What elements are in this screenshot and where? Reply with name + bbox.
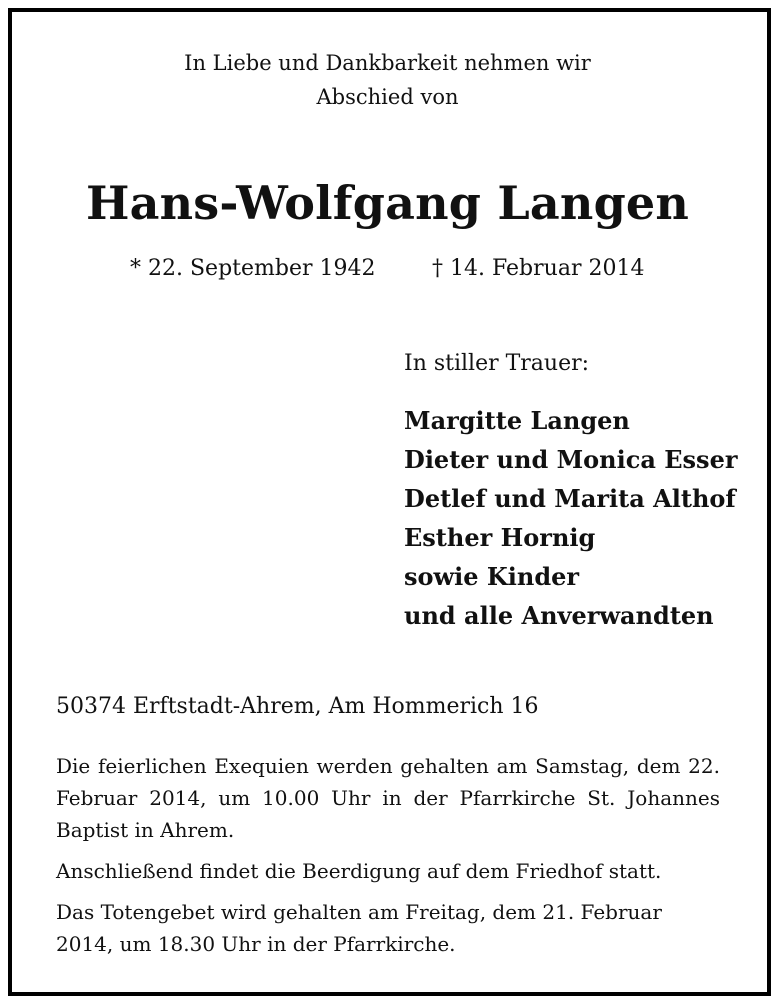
address: 50374 Erftstadt-Ahrem, Am Hommerich 16 — [56, 694, 539, 719]
mourner-name: Margitte Langen — [404, 406, 630, 435]
mourner-name: Dieter und Monica Esser — [404, 445, 738, 474]
death-date: † 14. Februar 2014 — [432, 256, 645, 281]
prayer-paragraph: Das Totengebet wird gehalten am Freitag, dem 21. Februar 2014, um 18.30 Uhr in der Pfarrkirche. — [56, 900, 662, 956]
intro-line-1: In Liebe und Dankbarkeit nehmen wir — [184, 51, 591, 75]
burial-paragraph: Anschließend findet die Beerdigung auf dem Friedhof statt. — [56, 859, 662, 883]
mourner-name: sowie Kinder — [404, 562, 580, 591]
mourner-name: Esther Hornig — [404, 523, 596, 552]
mourner-name: Detlef und Marita Althof — [404, 484, 736, 513]
deceased-name: Hans-Wolfgang Langen — [85, 176, 690, 230]
mourner-name: und alle Anverwandten — [404, 601, 714, 630]
birth-date: * 22. September 1942 — [130, 256, 376, 281]
mourners-list — [404, 401, 737, 635]
service-paragraph: Die feierlichen Exequien werden gehalten am Samstag, dem 22. Februar 2014, um 10.00 Uhr in der Pfarrkirche St. Johannes Baptist in Ahrem. — [56, 754, 720, 842]
intro-line-2: Abschied von — [316, 85, 459, 109]
mourning-heading: In stiller Trauer: — [404, 351, 590, 376]
